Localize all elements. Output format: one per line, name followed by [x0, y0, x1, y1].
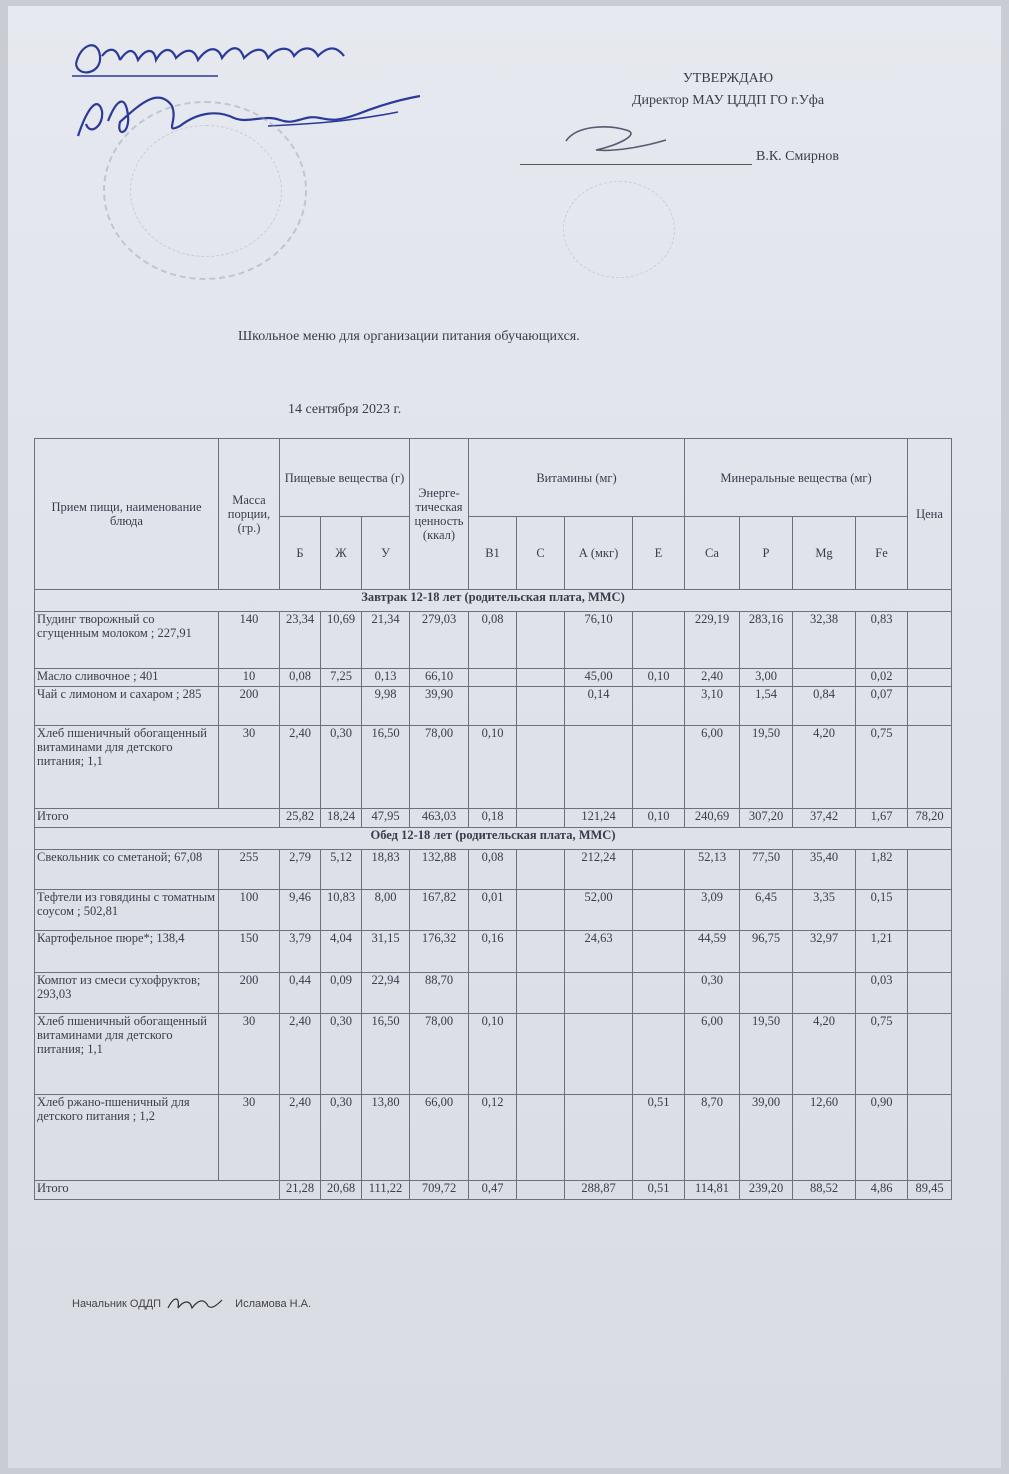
dish-vitamin-c: [517, 931, 565, 973]
subheader-a: А (мкг): [565, 517, 633, 590]
dish-vitamin-c: [517, 1014, 565, 1095]
dish-carbs: 8,00: [362, 890, 410, 931]
dish-energy: 167,82: [410, 890, 469, 931]
dish-vitamin-b1: 0,16: [469, 931, 517, 973]
dish-protein: 0,44: [280, 973, 321, 1014]
table-row: [35, 973, 952, 1014]
dish-name: Компот из смеси сухофруктов; 293,03: [35, 973, 219, 1014]
dish-magnesium: 0,84: [793, 687, 856, 726]
subheader-b1: В1: [469, 517, 517, 590]
dish-fat: 0,30: [321, 1014, 362, 1095]
dish-protein: 2,40: [280, 1014, 321, 1095]
total-vitamin-c: [517, 1181, 565, 1200]
dish-fat: 5,12: [321, 850, 362, 890]
dish-iron: 0,83: [856, 612, 908, 669]
subheader-ca: Са: [685, 517, 740, 590]
dish-vitamin-b1: 0,08: [469, 850, 517, 890]
section-title: Завтрак 12-18 лет (родительская плата, ММС): [35, 590, 952, 612]
document-date: 14 сентября 2023 г.: [288, 402, 402, 417]
dish-name: Свекольник со сметаной; 67,08: [35, 850, 219, 890]
dish-energy: 279,03: [410, 612, 469, 669]
dish-vitamin-a: [565, 1014, 633, 1095]
dish-vitamin-b1: 0,01: [469, 890, 517, 931]
total-carbs: 47,95: [362, 809, 410, 828]
dish-energy: 176,32: [410, 931, 469, 973]
total-carbs: 111,22: [362, 1181, 410, 1200]
dish-name: Хлеб ржано-пшеничный для детского питания ; 1,2: [35, 1095, 219, 1181]
header-meal: Прием пищи, наименование блюда: [35, 439, 219, 590]
total-row: [35, 809, 952, 828]
dish-protein: 0,08: [280, 669, 321, 687]
dish-carbs: 21,34: [362, 612, 410, 669]
dish-carbs: 16,50: [362, 1014, 410, 1095]
total-vitamin-a: 121,24: [565, 809, 633, 828]
dish-energy: 132,88: [410, 850, 469, 890]
dish-price: [908, 973, 952, 1014]
dish-calcium: 8,70: [685, 1095, 740, 1181]
dish-energy: 39,90: [410, 687, 469, 726]
dish-price: [908, 1014, 952, 1095]
dish-energy: 88,70: [410, 973, 469, 1014]
dish-vitamin-e: [633, 726, 685, 809]
dish-fat: 4,04: [321, 931, 362, 973]
dish-fat: 0,30: [321, 726, 362, 809]
dish-vitamin-c: [517, 687, 565, 726]
dish-carbs: 0,13: [362, 669, 410, 687]
footer-position: Начальник ОДДП: [72, 1297, 162, 1310]
director-signature: [556, 116, 676, 161]
total-protein: 21,28: [280, 1181, 321, 1200]
dish-vitamin-b1: [469, 687, 517, 726]
subheader-p: Р: [740, 517, 793, 590]
dish-vitamin-c: [517, 612, 565, 669]
dish-mass: 140: [219, 612, 280, 669]
dish-magnesium: 12,60: [793, 1095, 856, 1181]
dish-vitamin-b1: 0,10: [469, 726, 517, 809]
footer-name: Исламова Н.А.: [235, 1297, 312, 1310]
dish-vitamin-e: [633, 973, 685, 1014]
footer-signature: [72, 1294, 311, 1314]
subheader-e: Е: [633, 517, 685, 590]
header-minerals: Минеральные вещества (мг): [685, 439, 908, 517]
dish-magnesium: [793, 973, 856, 1014]
header-nutrients: Пищевые вещества (г): [280, 439, 410, 517]
dish-energy: 66,10: [410, 669, 469, 687]
dish-fat: 10,83: [321, 890, 362, 931]
table-row: [35, 1014, 952, 1095]
approve-heading: УТВЕРЖДАЮ: [682, 71, 774, 86]
dish-calcium: 2,40: [685, 669, 740, 687]
dish-name: Тефтели из говядины с томатным соусом ; 502,81: [35, 890, 219, 931]
dish-phosphorus: 39,00: [740, 1095, 793, 1181]
dish-vitamin-a: [565, 726, 633, 809]
dish-price: [908, 687, 952, 726]
dish-vitamin-b1: 0,12: [469, 1095, 517, 1181]
dish-fat: 10,69: [321, 612, 362, 669]
dish-name: Пудинг творожный со сгущенным молоком ; 227,91: [35, 612, 219, 669]
dish-magnesium: [793, 669, 856, 687]
dish-vitamin-e: 0,10: [633, 669, 685, 687]
total-energy: 709,72: [410, 1181, 469, 1200]
total-vitamin-e: 0,10: [633, 809, 685, 828]
dish-phosphorus: 6,45: [740, 890, 793, 931]
dish-vitamin-b1: 0,10: [469, 1014, 517, 1095]
subheader-mg: Мg: [793, 517, 856, 590]
dish-vitamin-e: 0,51: [633, 1095, 685, 1181]
dish-vitamin-a: 0,14: [565, 687, 633, 726]
dish-name: Масло сливочное ; 401: [35, 669, 219, 687]
section-row: [35, 828, 952, 850]
dish-energy: 78,00: [410, 726, 469, 809]
dish-calcium: 6,00: [685, 1014, 740, 1095]
dish-vitamin-a: 24,63: [565, 931, 633, 973]
dish-calcium: 0,30: [685, 973, 740, 1014]
dish-protein: [280, 687, 321, 726]
dish-carbs: 31,15: [362, 931, 410, 973]
table-row: [35, 726, 952, 809]
total-magnesium: 37,42: [793, 809, 856, 828]
dish-protein: 9,46: [280, 890, 321, 931]
dish-iron: 0,15: [856, 890, 908, 931]
dish-mass: 30: [219, 1014, 280, 1095]
dish-carbs: 22,94: [362, 973, 410, 1014]
dish-price: [908, 726, 952, 809]
round-seal-stamp: [103, 101, 307, 280]
dish-phosphorus: 283,16: [740, 612, 793, 669]
dish-calcium: 229,19: [685, 612, 740, 669]
dish-calcium: 6,00: [685, 726, 740, 809]
dish-price: [908, 1095, 952, 1181]
dish-energy: 78,00: [410, 1014, 469, 1095]
dish-phosphorus: 96,75: [740, 931, 793, 973]
dish-iron: 0,07: [856, 687, 908, 726]
table-row: [35, 1095, 952, 1181]
dish-price: [908, 612, 952, 669]
dish-price: [908, 669, 952, 687]
dish-protein: 3,79: [280, 931, 321, 973]
total-row: [35, 1181, 952, 1200]
total-magnesium: 88,52: [793, 1181, 856, 1200]
faint-seal-stamp: [563, 181, 675, 278]
table-row: [35, 850, 952, 890]
dish-phosphorus: 19,50: [740, 1014, 793, 1095]
dish-fat: [321, 687, 362, 726]
dish-iron: 0,75: [856, 726, 908, 809]
dish-vitamin-b1: 0,08: [469, 612, 517, 669]
total-energy: 463,03: [410, 809, 469, 828]
dish-protein: 2,79: [280, 850, 321, 890]
director-name: В.К. Смирнов: [756, 149, 839, 164]
dish-vitamin-a: 52,00: [565, 890, 633, 931]
total-vitamin-c: [517, 809, 565, 828]
subheader-u: У: [362, 517, 410, 590]
total-vitamin-a: 288,87: [565, 1181, 633, 1200]
dish-magnesium: 3,35: [793, 890, 856, 931]
section-row: [35, 590, 952, 612]
dish-carbs: 16,50: [362, 726, 410, 809]
dish-carbs: 18,83: [362, 850, 410, 890]
total-calcium: 240,69: [685, 809, 740, 828]
dish-vitamin-c: [517, 973, 565, 1014]
dish-phosphorus: 77,50: [740, 850, 793, 890]
header-energy: Энерге-тическая ценность (ккал): [410, 439, 469, 590]
dish-vitamin-e: [633, 850, 685, 890]
dish-vitamin-c: [517, 850, 565, 890]
dish-mass: 30: [219, 726, 280, 809]
dish-vitamin-a: 45,00: [565, 669, 633, 687]
director-signature-line: [520, 164, 752, 165]
table-row: [35, 687, 952, 726]
table-row: [35, 890, 952, 931]
approve-position: Директор МАУ ЦДДП ГО г.Уфа: [631, 93, 825, 108]
document-title: Школьное меню для организации питания обучающихся.: [238, 329, 580, 344]
dish-iron: 0,02: [856, 669, 908, 687]
dish-iron: 0,75: [856, 1014, 908, 1095]
dish-vitamin-a: [565, 1095, 633, 1181]
header-vitamins: Витамины (мг): [469, 439, 685, 517]
dish-mass: 255: [219, 850, 280, 890]
total-protein: 25,82: [280, 809, 321, 828]
dish-phosphorus: 3,00: [740, 669, 793, 687]
dish-carbs: 13,80: [362, 1095, 410, 1181]
footer-signature-handwriting: [164, 1294, 224, 1314]
dish-phosphorus: 19,50: [740, 726, 793, 809]
dish-fat: 7,25: [321, 669, 362, 687]
dish-mass: 200: [219, 687, 280, 726]
dish-name: Чай с лимоном и сахаром ; 285: [35, 687, 219, 726]
dish-mass: 10: [219, 669, 280, 687]
dish-vitamin-e: [633, 1014, 685, 1095]
subheader-c: С: [517, 517, 565, 590]
dish-protein: 2,40: [280, 1095, 321, 1181]
dish-magnesium: 32,97: [793, 931, 856, 973]
dish-mass: 30: [219, 1095, 280, 1181]
total-fat: 20,68: [321, 1181, 362, 1200]
dish-mass: 100: [219, 890, 280, 931]
dish-vitamin-c: [517, 726, 565, 809]
dish-price: [908, 890, 952, 931]
total-label: Итого: [35, 1181, 280, 1200]
dish-mass: 150: [219, 931, 280, 973]
dish-vitamin-e: [633, 890, 685, 931]
dish-vitamin-e: [633, 612, 685, 669]
subheader-zh: Ж: [321, 517, 362, 590]
dish-calcium: 52,13: [685, 850, 740, 890]
total-vitamin-e: 0,51: [633, 1181, 685, 1200]
total-vitamin-b1: 0,47: [469, 1181, 517, 1200]
menu-body: [35, 590, 952, 1200]
table-row: [35, 669, 952, 687]
document-sheet: [8, 6, 1001, 1468]
dish-vitamin-e: [633, 931, 685, 973]
dish-mass: 200: [219, 973, 280, 1014]
dish-calcium: 44,59: [685, 931, 740, 973]
total-fat: 18,24: [321, 809, 362, 828]
dish-magnesium: 35,40: [793, 850, 856, 890]
dish-calcium: 3,10: [685, 687, 740, 726]
menu-table: [34, 438, 952, 1200]
dish-vitamin-c: [517, 890, 565, 931]
section-title: Обед 12-18 лет (родительская плата, ММС): [35, 828, 952, 850]
dish-vitamin-e: [633, 687, 685, 726]
header-price: Цена: [908, 439, 952, 590]
header-mass: Масса порции, (гр.): [219, 439, 280, 590]
dish-fat: 0,09: [321, 973, 362, 1014]
dish-calcium: 3,09: [685, 890, 740, 931]
approve-block: [568, 68, 888, 112]
total-phosphorus: 239,20: [740, 1181, 793, 1200]
dish-iron: 0,90: [856, 1095, 908, 1181]
dish-fat: 0,30: [321, 1095, 362, 1181]
dish-vitamin-a: [565, 973, 633, 1014]
dish-carbs: 9,98: [362, 687, 410, 726]
total-iron: 1,67: [856, 809, 908, 828]
dish-energy: 66,00: [410, 1095, 469, 1181]
total-vitamin-b1: 0,18: [469, 809, 517, 828]
dish-name: Картофельное пюре*; 138,4: [35, 931, 219, 973]
dish-vitamin-a: 76,10: [565, 612, 633, 669]
total-label: Итого: [35, 809, 280, 828]
dish-vitamin-c: [517, 669, 565, 687]
total-price: 78,20: [908, 809, 952, 828]
dish-protein: 2,40: [280, 726, 321, 809]
subheader-b: Б: [280, 517, 321, 590]
dish-iron: 1,21: [856, 931, 908, 973]
total-price: 89,45: [908, 1181, 952, 1200]
dish-protein: 23,34: [280, 612, 321, 669]
dish-price: [908, 850, 952, 890]
total-iron: 4,86: [856, 1181, 908, 1200]
dish-magnesium: 4,20: [793, 1014, 856, 1095]
dish-phosphorus: [740, 973, 793, 1014]
dish-iron: 1,82: [856, 850, 908, 890]
dish-vitamin-a: 212,24: [565, 850, 633, 890]
dish-vitamin-c: [517, 1095, 565, 1181]
dish-vitamin-b1: [469, 973, 517, 1014]
dish-iron: 0,03: [856, 973, 908, 1014]
dish-name: Хлеб пшеничный обогащенный витаминами для детского питания; 1,1: [35, 726, 219, 809]
dish-name: Хлеб пшеничный обогащенный витаминами для детского питания; 1,1: [35, 1014, 219, 1095]
dish-vitamin-b1: [469, 669, 517, 687]
table-row: [35, 612, 952, 669]
total-phosphorus: 307,20: [740, 809, 793, 828]
dish-phosphorus: 1,54: [740, 687, 793, 726]
dish-price: [908, 931, 952, 973]
subheader-fe: Fe: [856, 517, 908, 590]
total-calcium: 114,81: [685, 1181, 740, 1200]
dish-magnesium: 32,38: [793, 612, 856, 669]
dish-magnesium: 4,20: [793, 726, 856, 809]
table-row: [35, 931, 952, 973]
